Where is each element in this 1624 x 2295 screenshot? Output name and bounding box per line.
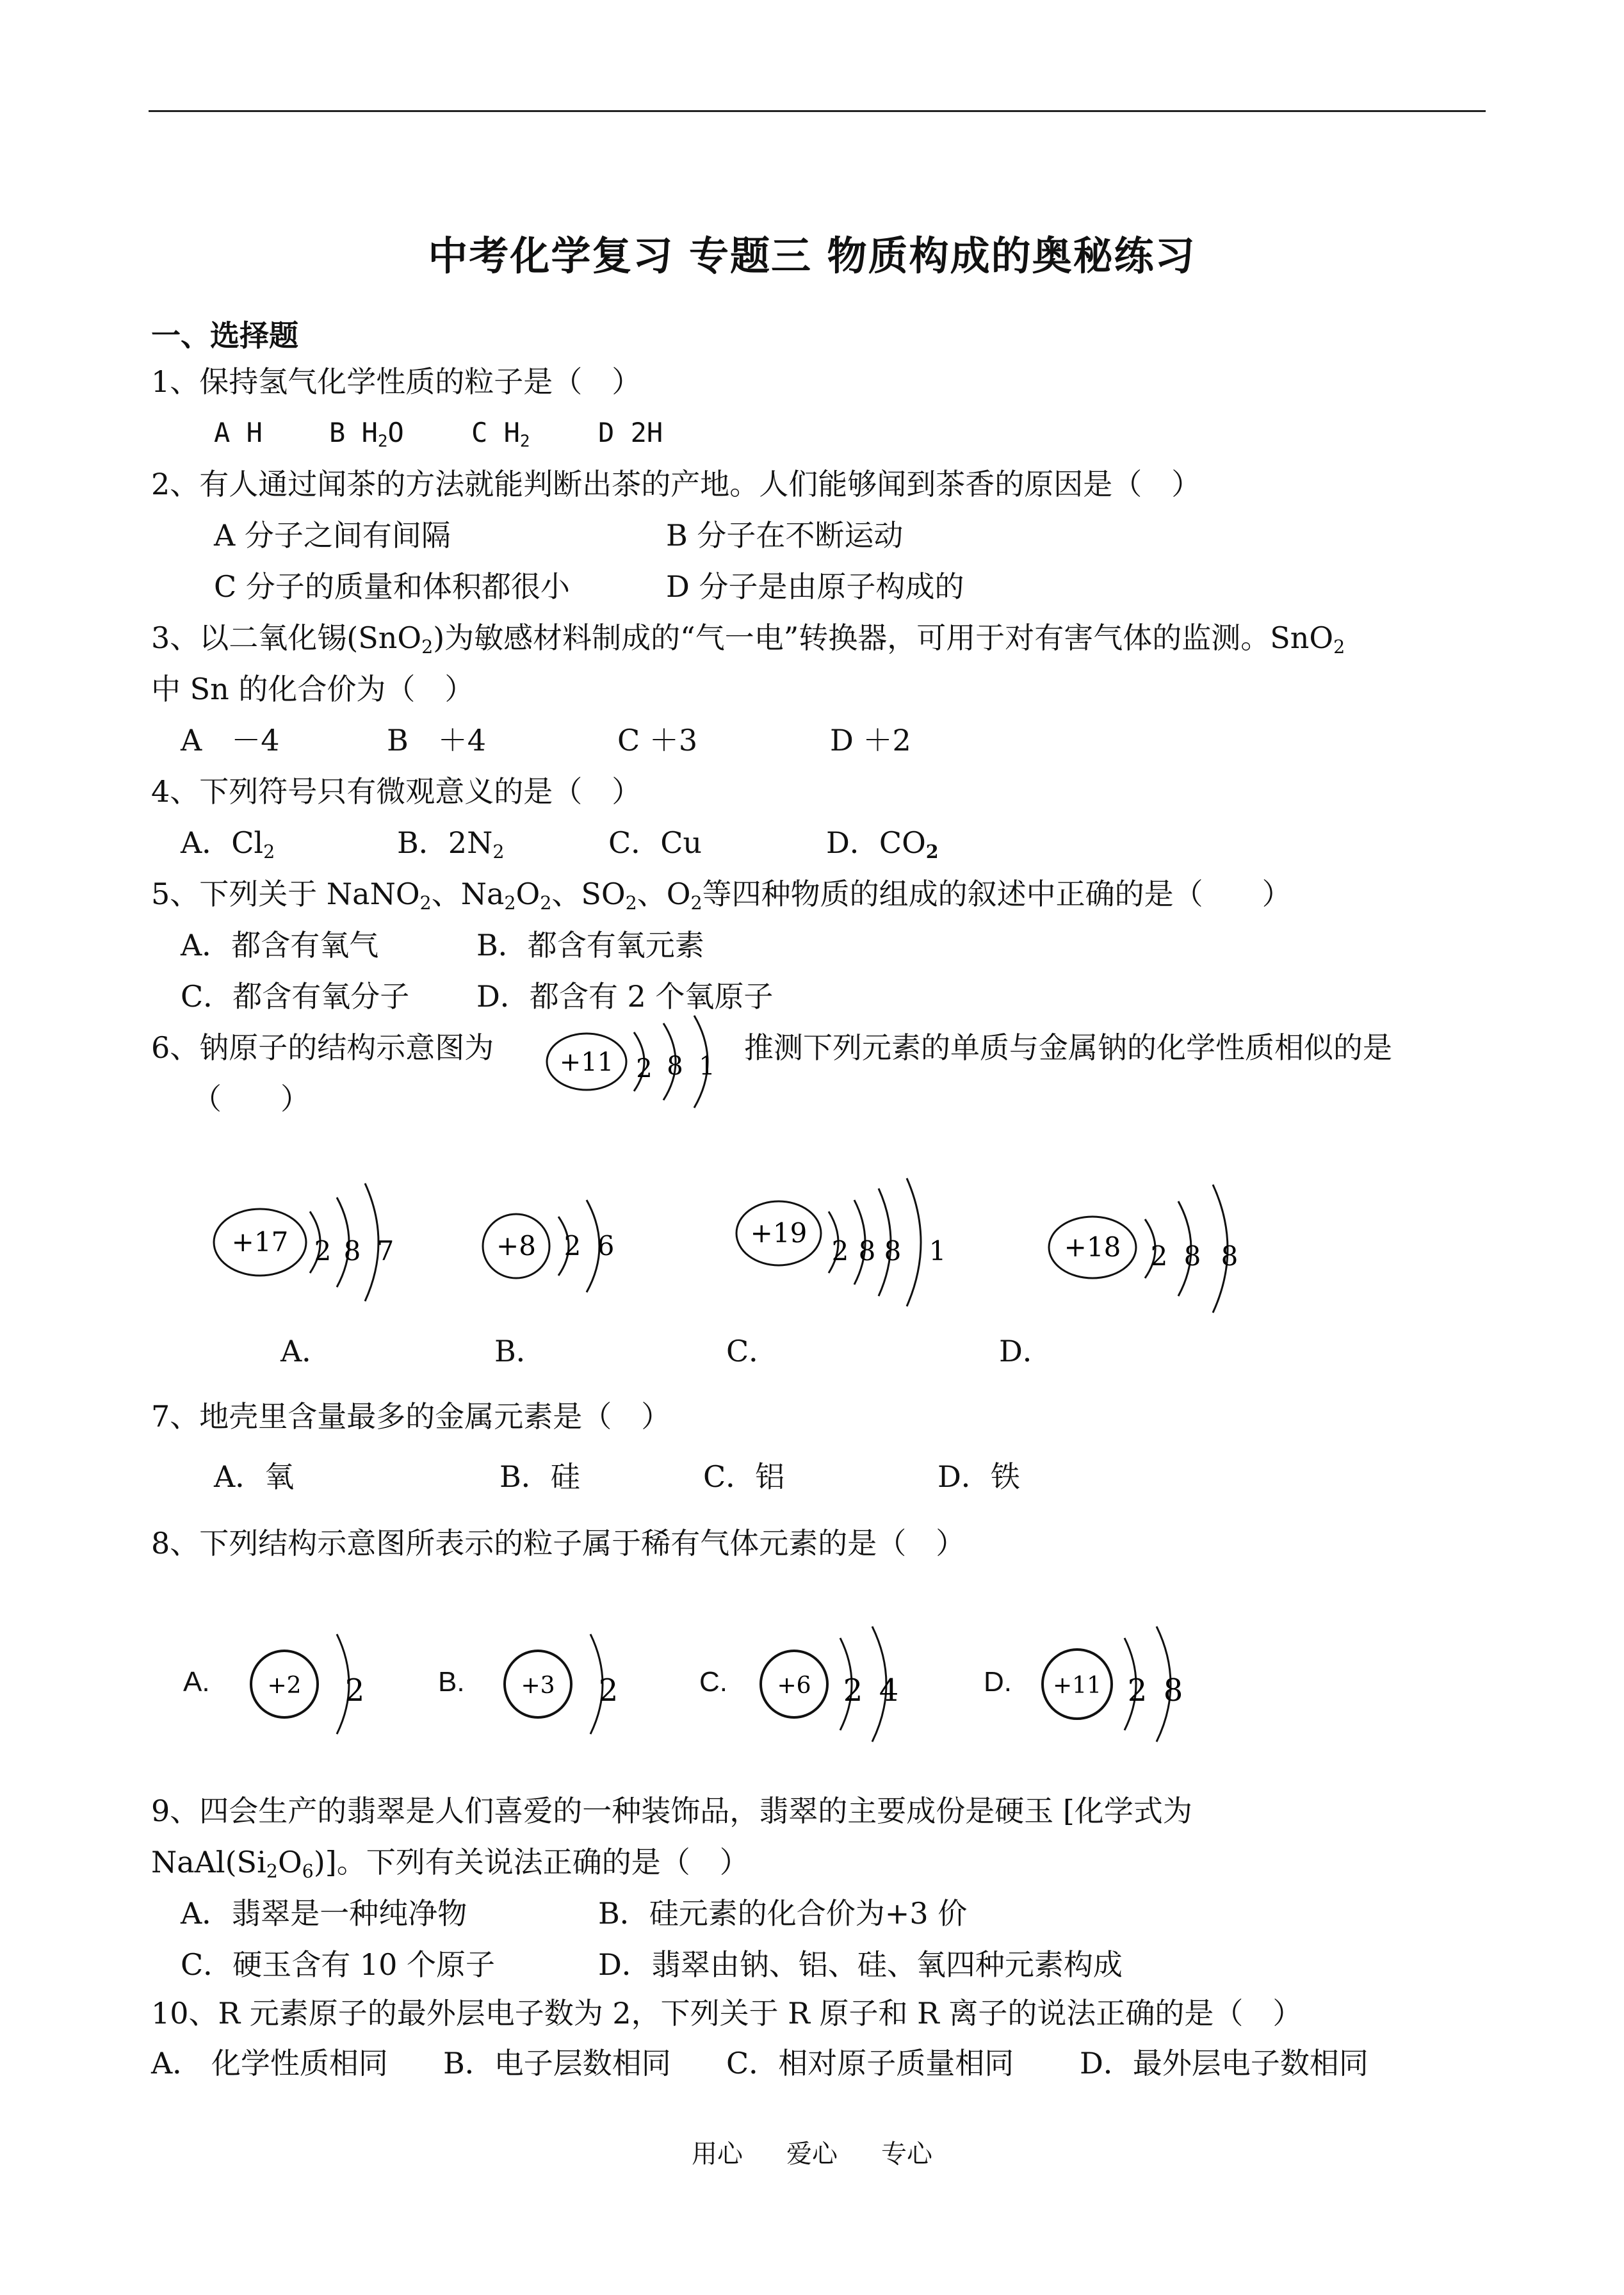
q8-label-c: C. — [699, 1666, 727, 1698]
q1-option-a: A H — [214, 417, 263, 448]
section-heading: 一、选择题 — [151, 318, 298, 353]
q1-stem: 1、保持氢气化学性质的粒子是（ ） — [151, 364, 642, 399]
footer-item: 专心 — [881, 2139, 932, 2169]
q9-option-c: C．硬玉含有 10 个原子 — [181, 1947, 495, 1982]
q8-d-shell-2: 8 — [1163, 1673, 1183, 1708]
q8-label-a: A. — [183, 1666, 210, 1698]
q6-choice-c-diagram — [733, 1178, 963, 1306]
q10-option-c: C．相对原子质量相同 — [726, 2046, 1014, 2080]
q2-option-c: C 分子的质量和体积都很小 — [214, 569, 570, 604]
q10-option-a: A． 化学性质相同 — [151, 2046, 388, 2080]
q7-option-b: B．硅 — [499, 1459, 580, 1494]
q3-stem-line2: 中 Sn 的化合价为（ ） — [151, 672, 475, 706]
q4-option-b: B．$2N_2$ — [397, 825, 505, 863]
q1-option-b: B $H_2O$ — [329, 417, 404, 451]
q6-choice-d-diagram — [1046, 1182, 1251, 1317]
q8-c-shell-1: 2 — [843, 1673, 863, 1708]
q2-stem: 2、有人通过闻茶的方法就能判断出茶的产地。人们能够闻到茶香的原因是（ ） — [151, 467, 1201, 501]
q8-label-b: B. — [438, 1666, 465, 1698]
q7-option-a: A．氧 — [214, 1459, 295, 1494]
header-rule — [149, 110, 1486, 112]
q4-option-d: D．$CO_2$ — [826, 825, 939, 863]
q8-d-nucleus: +11 — [1053, 1673, 1101, 1699]
q8-a-nucleus: +2 — [267, 1673, 302, 1699]
q6-c-shell-2: 8 — [858, 1235, 876, 1267]
q6-a-shell-2: 8 — [343, 1235, 361, 1267]
q1-option-c: C $H_2$ — [471, 417, 530, 451]
q6-choice-a-diagram — [211, 1178, 403, 1306]
q1-option-d: D 2H — [598, 417, 663, 448]
sodium-atom-diagram — [544, 1016, 736, 1112]
q6-label-b: B． — [494, 1334, 546, 1368]
sodium-shell-1: 2 — [636, 1054, 653, 1083]
q6-b-nucleus: +8 — [496, 1230, 536, 1261]
q4-stem: 4、下列符号只有微观意义的是（ ） — [151, 774, 642, 809]
q6-label-c: C． — [726, 1334, 779, 1368]
q8-choice-a-diagram — [246, 1626, 374, 1742]
sodium-nucleus-label: +11 — [559, 1048, 614, 1077]
q6-d-shell-3: 8 — [1221, 1240, 1238, 1272]
q8-choice-d-diagram — [1037, 1626, 1204, 1742]
q9-option-b: B．硅元素的化合价为+3 价 — [598, 1896, 968, 1931]
q8-choice-b-diagram — [499, 1626, 628, 1742]
q5-option-b: B．都含有氧元素 — [476, 928, 704, 962]
q6-stem-line2: （ ） — [192, 1082, 310, 1116]
q6-stem-cont: 推测下列元素的单质与金属钠的化学性质相似的是 — [744, 1030, 1392, 1065]
q2-option-d: D 分子是由原子构成的 — [666, 569, 964, 604]
q5-option-a: A．都含有氧气 — [181, 928, 379, 962]
q10-option-d: D．最外层电子数相同 — [1080, 2046, 1368, 2080]
q7-stem: 7、地壳里含量最多的金属元素是（ ） — [151, 1399, 671, 1434]
q3-option-d: D ＋2 — [830, 723, 911, 758]
q2-option-a: A 分子之间有间隔 — [214, 518, 451, 553]
q6-label-a: A． — [280, 1334, 332, 1368]
q8-b-nucleus: +3 — [521, 1673, 555, 1699]
page-footer — [0, 2134, 1624, 2170]
sodium-shell-3: 1 — [699, 1051, 715, 1081]
q3-stem: 3、以二氧化锡(SnO$_2$)为敏感材料制成的“气一电”转换器，可用于对有害气体的监测。SnO$_2$ — [151, 620, 1345, 658]
q6-c-shell-1: 2 — [831, 1235, 849, 1267]
q6-label-d: D． — [999, 1334, 1052, 1368]
footer-item: 用心 — [692, 2139, 743, 2169]
q6-b-shell-1: 2 — [564, 1230, 581, 1261]
q6-a-shell-1: 2 — [314, 1235, 332, 1267]
q6-d-shell-1: 2 — [1150, 1240, 1168, 1272]
q9-option-d: D．翡翠由钠、铝、硅、氧四种元素构成 — [598, 1947, 1123, 1982]
q6-c-shell-4: 1 — [929, 1235, 946, 1267]
q8-label-d: D. — [984, 1666, 1012, 1698]
q8-a-shell-1: 2 — [345, 1673, 365, 1708]
q3-option-a: A －4 — [181, 723, 280, 758]
q6-a-shell-3: 7 — [377, 1235, 394, 1267]
q9-stem: 9、四会生产的翡翠是人们喜爱的一种装饰品，翡翠的主要成份是硬玉 [化学式为 — [151, 1794, 1192, 1828]
q6-choice-b-diagram — [479, 1191, 633, 1300]
q6-c-shell-3: 8 — [884, 1235, 902, 1267]
q6-d-nucleus: +18 — [1064, 1231, 1121, 1263]
q4-option-c: C．Cu — [608, 825, 702, 860]
q8-c-nucleus: +6 — [777, 1673, 811, 1699]
q6-c-nucleus: +19 — [750, 1217, 808, 1249]
q5-option-c: C．都含有氧分子 — [181, 979, 410, 1014]
q2-option-b: B 分子在不断运动 — [666, 518, 904, 553]
page-title: 中考化学复习 专题三 物质构成的奥秘练习 — [428, 232, 1196, 279]
q7-option-c: C．铝 — [703, 1459, 785, 1494]
q8-choice-c-diagram — [756, 1626, 922, 1742]
q5-option-d: D．都含有 2 个氧原子 — [476, 979, 774, 1014]
q8-stem: 8、下列结构示意图所表示的粒子属于稀有气体元素的是（ ） — [151, 1526, 966, 1561]
q9-option-a: A．翡翠是一种纯净物 — [181, 1896, 467, 1931]
q10-option-b: B．电子层数相同 — [443, 2046, 671, 2080]
q9-stem-line2: $NaAl(Si_2O_6)$]。下列有关说法正确的是（ ） — [151, 1845, 749, 1882]
q10-stem: 10、R 元素原子的最外层电子数为 2，下列关于 R 原子和 R 离子的说法正确的是（ ） — [151, 1996, 1303, 2031]
sodium-shell-2: 8 — [667, 1051, 683, 1081]
q6-a-nucleus: +17 — [231, 1226, 289, 1258]
q4-option-a: A．$Cl_2$ — [181, 825, 275, 863]
q6-stem: 6、钠原子的结构示意图为 — [151, 1030, 494, 1065]
q8-b-shell-1: 2 — [598, 1673, 619, 1708]
q6-d-shell-2: 8 — [1183, 1240, 1201, 1272]
q8-d-shell-1: 2 — [1127, 1673, 1148, 1708]
footer-item: 爱心 — [786, 2139, 838, 2169]
q7-option-d: D．铁 — [938, 1459, 1020, 1494]
q5-stem: 5、下列关于 NaNO$_2$、$Na_2O_2$、$SO_2$、$O_2$等四种物质的组成的叙述中正确的是（ ） — [151, 877, 1292, 914]
q6-b-shell-2: 6 — [597, 1230, 615, 1261]
q3-option-c: C ＋3 — [617, 723, 698, 758]
q3-option-b: B ＋4 — [387, 723, 487, 758]
q8-c-shell-2: 4 — [879, 1673, 899, 1708]
